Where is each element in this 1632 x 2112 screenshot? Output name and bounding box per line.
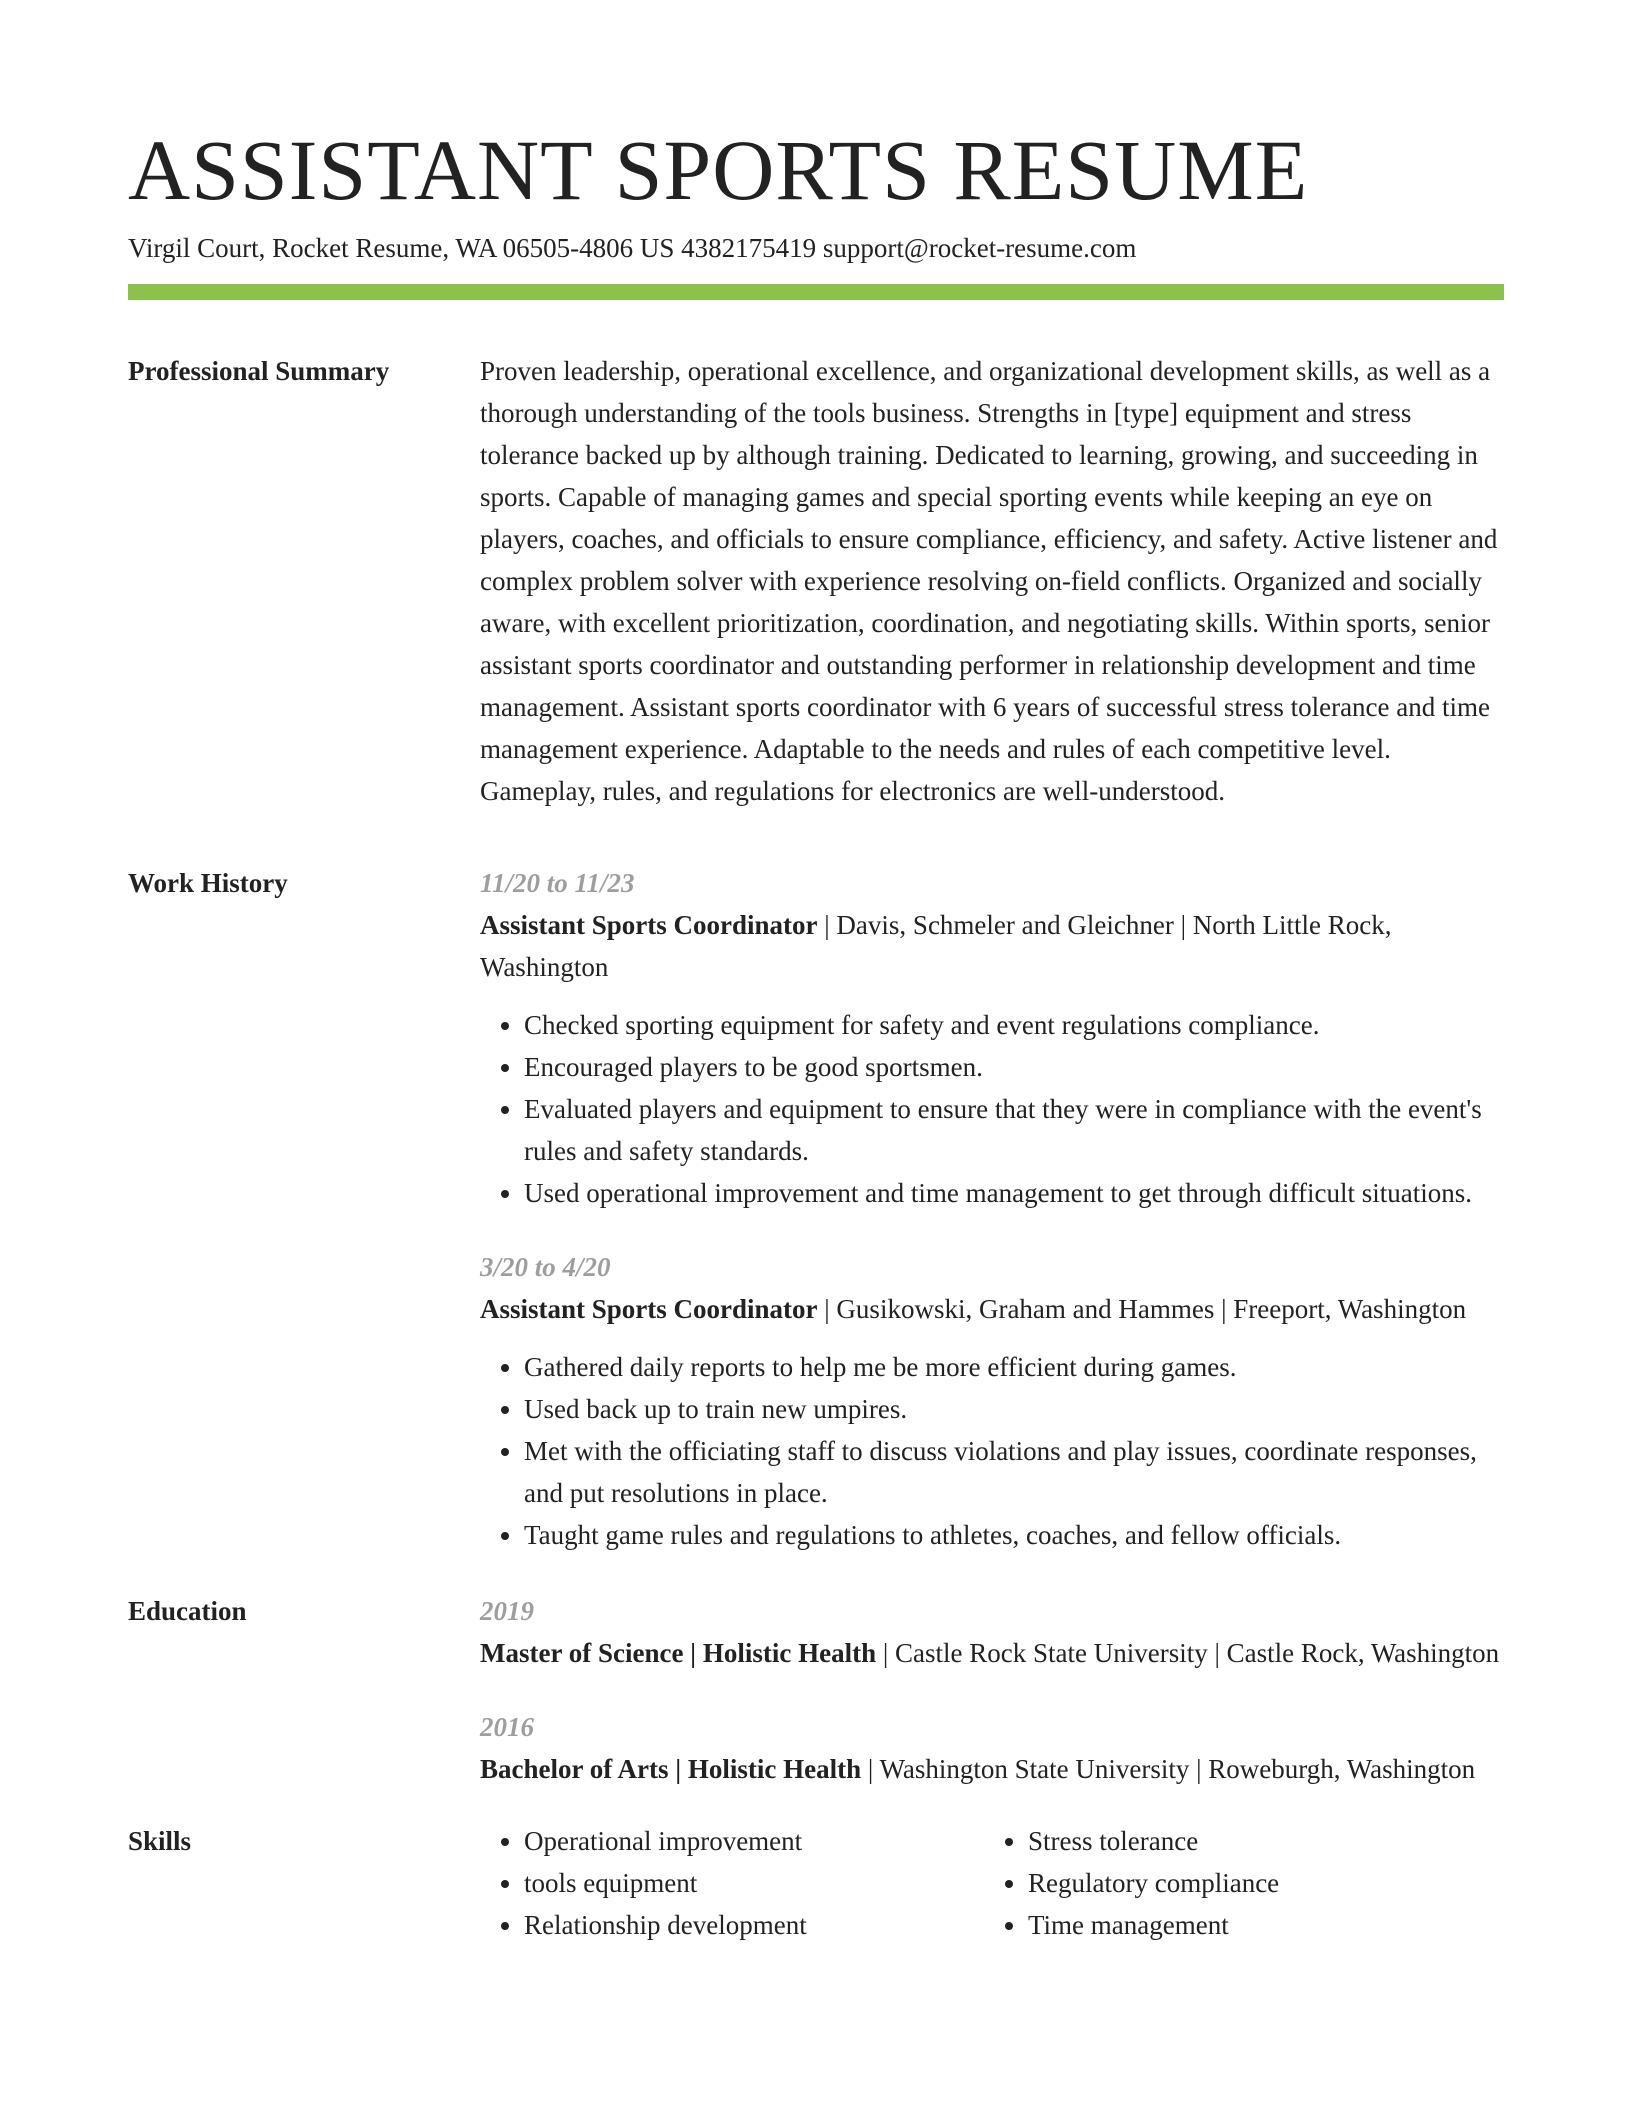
summary-text: Proven leadership, operational excellence, and organizational development skills, as well as a thorough understanding of the tools business. Strengths in [type] equipment and stress tolerance backed up by although training. Dedicated to learning, growing, and succeeding in sports. Capable of managing games and special sporting events while keeping an eye on players, coaches, and officials to ensure compliance, efficiency, and safety. Active listener and complex problem solver with experience resolving on-field conflicts. Organized and socially aware, with excellent prioritization, coordination, and negotiating skills. Within sports, senior assistant sports coordinator and outstanding performer in relationship development and time management. Assistant sports coordinator with 6 years of successful stress tolerance and time management experience. Adaptable to the needs and rules of each competitive level. Gameplay, rules, and regulations for electronics are well-understood. [480,356,1498,806]
job-date: 3/20 to 4/20 [480,1252,611,1282]
job-bullet: • Encouraged players to be good sportsmen. [524,1046,1504,1088]
skills-column-left [480,1820,984,1946]
job-bullet: • Taught game rules and regulations to athletes, coaches, and fellow officials. [524,1514,1504,1556]
job-title: Assistant Sports Coordinator [480,910,818,940]
skills-section [128,1820,1504,1946]
work-history-section [128,862,1504,1556]
education-degree: Master of Science | Holistic Health [480,1638,877,1668]
summary-body [480,350,1504,812]
summary-section [128,350,1504,812]
section-label-summary: Professional Summary [128,356,390,386]
resume-page [128,120,1504,1946]
resume-title: ASSISTANT SPORTS RESUME [128,122,1309,218]
job-bullet: • Evaluated players and equipment to ensure that they were in compliance with the event's rules and safety standards. [524,1088,1504,1172]
education-entry [480,1590,1504,1674]
education-details: | Washington State University | Roweburgh, Washington [861,1754,1476,1784]
contact-line: Virgil Court, Rocket Resume, WA 06505-4806 US 4382175419 support@rocket-resume.com [128,233,1137,263]
skills-column-right [984,1820,1488,1946]
education-section [128,1590,1504,1790]
section-label-work: Work History [128,868,288,898]
accent-divider [128,284,1504,300]
job-bullet: • Used operational improvement and time management to get through difficult situations. [524,1172,1504,1214]
education-year: 2016 [480,1712,534,1742]
skill-item: • Time management [1028,1904,1488,1946]
job-bullet: • Used back up to train new umpires. [524,1388,1504,1430]
education-degree: Bachelor of Arts | Holistic Health [480,1754,862,1784]
skill-item: • Relationship development [524,1904,984,1946]
job-details: | Davis, Schmeler and Gleichner | North Little Rock, Washington [480,910,1392,982]
section-label-skills: Skills [128,1826,192,1856]
education-details: | Castle Rock State University | Castle Rock, Washington [876,1638,1500,1668]
skill-item: • tools equipment [524,1862,984,1904]
skill-item: • Regulatory compliance [1028,1862,1488,1904]
job-bullet: • Met with the officiating staff to discuss violations and play issues, coordinate responses, and put resolutions in place. [524,1430,1504,1514]
job-title: Assistant Sports Coordinator [480,1294,818,1324]
education-body [480,1590,1504,1790]
education-entry [480,1706,1504,1790]
job-bullet: • Gathered daily reports to help me be more efficient during games. [524,1346,1504,1388]
education-year: 2019 [480,1596,534,1626]
skills-grid [480,1820,1504,1946]
job-bullet: • Checked sporting equipment for safety and event regulations compliance. [524,1004,1504,1046]
job-entry [480,1246,1504,1556]
job-bullets [480,1004,1504,1214]
skills-body [480,1820,1504,1946]
job-bullets [480,1346,1504,1556]
job-entry [480,862,1504,1214]
job-date: 11/20 to 11/23 [480,868,635,898]
skill-item: • Stress tolerance [1028,1820,1488,1862]
skill-item: • Operational improvement [524,1820,984,1862]
job-details: | Gusikowski, Graham and Hammes | Freeport, Washington [817,1294,1467,1324]
education-line [480,1748,1504,1790]
job-role-line [480,904,1504,988]
work-history-body [480,862,1504,1556]
section-label-education: Education [128,1596,247,1626]
education-line [480,1632,1504,1674]
job-role-line [480,1288,1504,1330]
